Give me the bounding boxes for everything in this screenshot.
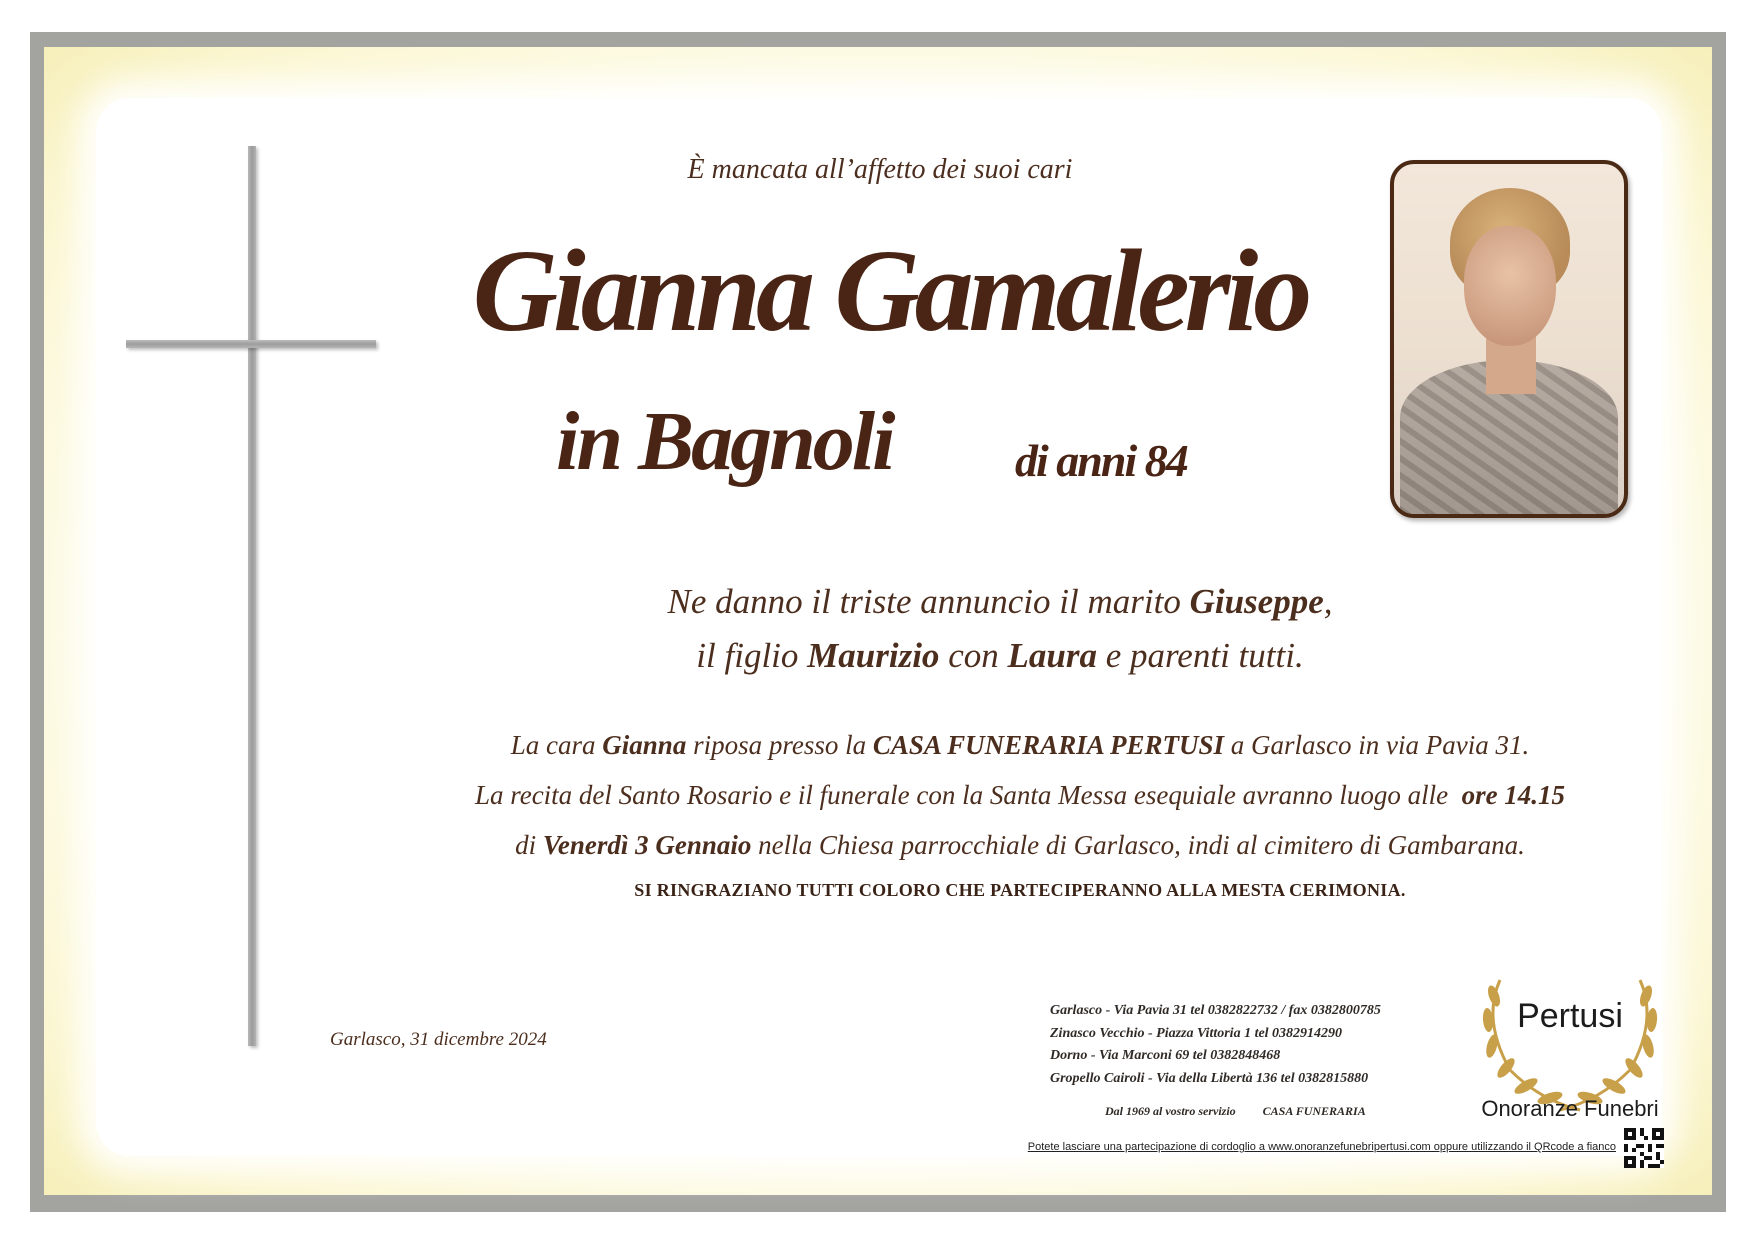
text-span: con (939, 636, 1008, 675)
announcement (600, 575, 1400, 683)
text-span: Ne danno il triste annuncio il marito (667, 582, 1190, 621)
pertusi-logo (1470, 960, 1670, 1130)
notice-date: Garlasco, 31 dicembre 2024 (330, 1029, 547, 1050)
text-span: nella Chiesa parrocchiale di Garlasco, indi al cimitero di Gambarana. (751, 830, 1525, 860)
logo-subtitle: Onoranze Funebri (1481, 1096, 1659, 1121)
logo-brand: Pertusi (1517, 997, 1623, 1035)
qr-code-icon[interactable] (1624, 1128, 1664, 1168)
text-span: La recita del Santo Rosario e il funerale con la Santa Messa esequiale avranno luogo alle (474, 780, 1462, 810)
text-span: riposa presso la (686, 730, 873, 760)
service-line (1105, 1104, 1465, 1119)
thanks-line: SI RINGRAZIANO TUTTI COLORO CHE PARTECIPERANNO ALLA MESTA CERIMONIA. (634, 880, 1406, 900)
cross-horizontal-beam (126, 340, 376, 348)
address-line: Gropello Cairoli - Via della Libertà 136 tel 0382815880 (1050, 1070, 1369, 1086)
cross-vertical-beam (248, 146, 256, 1046)
deceased-name: Gianna Gamalerio (472, 225, 1308, 356)
text-span: , (1323, 582, 1333, 621)
text-span: il figlio (696, 636, 808, 675)
married-name: in Bagnoli (556, 395, 893, 488)
portrait-photo (1390, 160, 1628, 518)
address-line: Dorno - Via Marconi 69 tel 0382848468 (1050, 1048, 1281, 1063)
bold-span: CASA FUNERARIA PERTUSI (872, 730, 1225, 760)
text-span: di (515, 830, 543, 860)
announcement-line-1 (600, 575, 1400, 629)
since-text: Dal 1969 al vostro servizio (1105, 1104, 1236, 1118)
bold-span: Gianna (602, 730, 687, 760)
business-type: CASA FUNERARIA (1262, 1104, 1366, 1118)
son-name: Maurizio (807, 636, 940, 675)
address-line: Garlasco - Via Pavia 31 tel 0382822732 / fax 0382800785 (1050, 1003, 1381, 1018)
details-line-1 (400, 720, 1640, 770)
text-span: a Garlasco in via Pavia 31. (1224, 730, 1530, 760)
details-line-2 (400, 770, 1640, 820)
daughter-in-law-name: Laura (1007, 636, 1097, 675)
text-span: e parenti tutti. (1096, 636, 1304, 675)
portrait-face (1464, 226, 1556, 346)
funeral-date: Venerdì 3 Gennaio (542, 830, 752, 860)
funeral-time: ore 14.15 (1461, 780, 1566, 810)
intro-line: È mancata all’affetto dei suoi cari (687, 154, 1073, 185)
text-span: La cara (510, 730, 603, 760)
address-line: Zinasco Vecchio - Piazza Vittoria 1 tel 0382914290 (1050, 1025, 1343, 1041)
age: di anni 84 (1015, 435, 1187, 486)
condolence-link[interactable]: Potete lasciare una partecipazione di cordoglio a www.onoranzefunebripertusi.com oppure utilizzando il QRcode a fianco (1027, 1141, 1616, 1153)
branch-addresses (1050, 1000, 1470, 1090)
details-line-3 (400, 820, 1640, 870)
funeral-details (400, 720, 1640, 870)
announcement-line-2 (600, 629, 1400, 683)
husband-name: Giuseppe (1189, 582, 1324, 621)
